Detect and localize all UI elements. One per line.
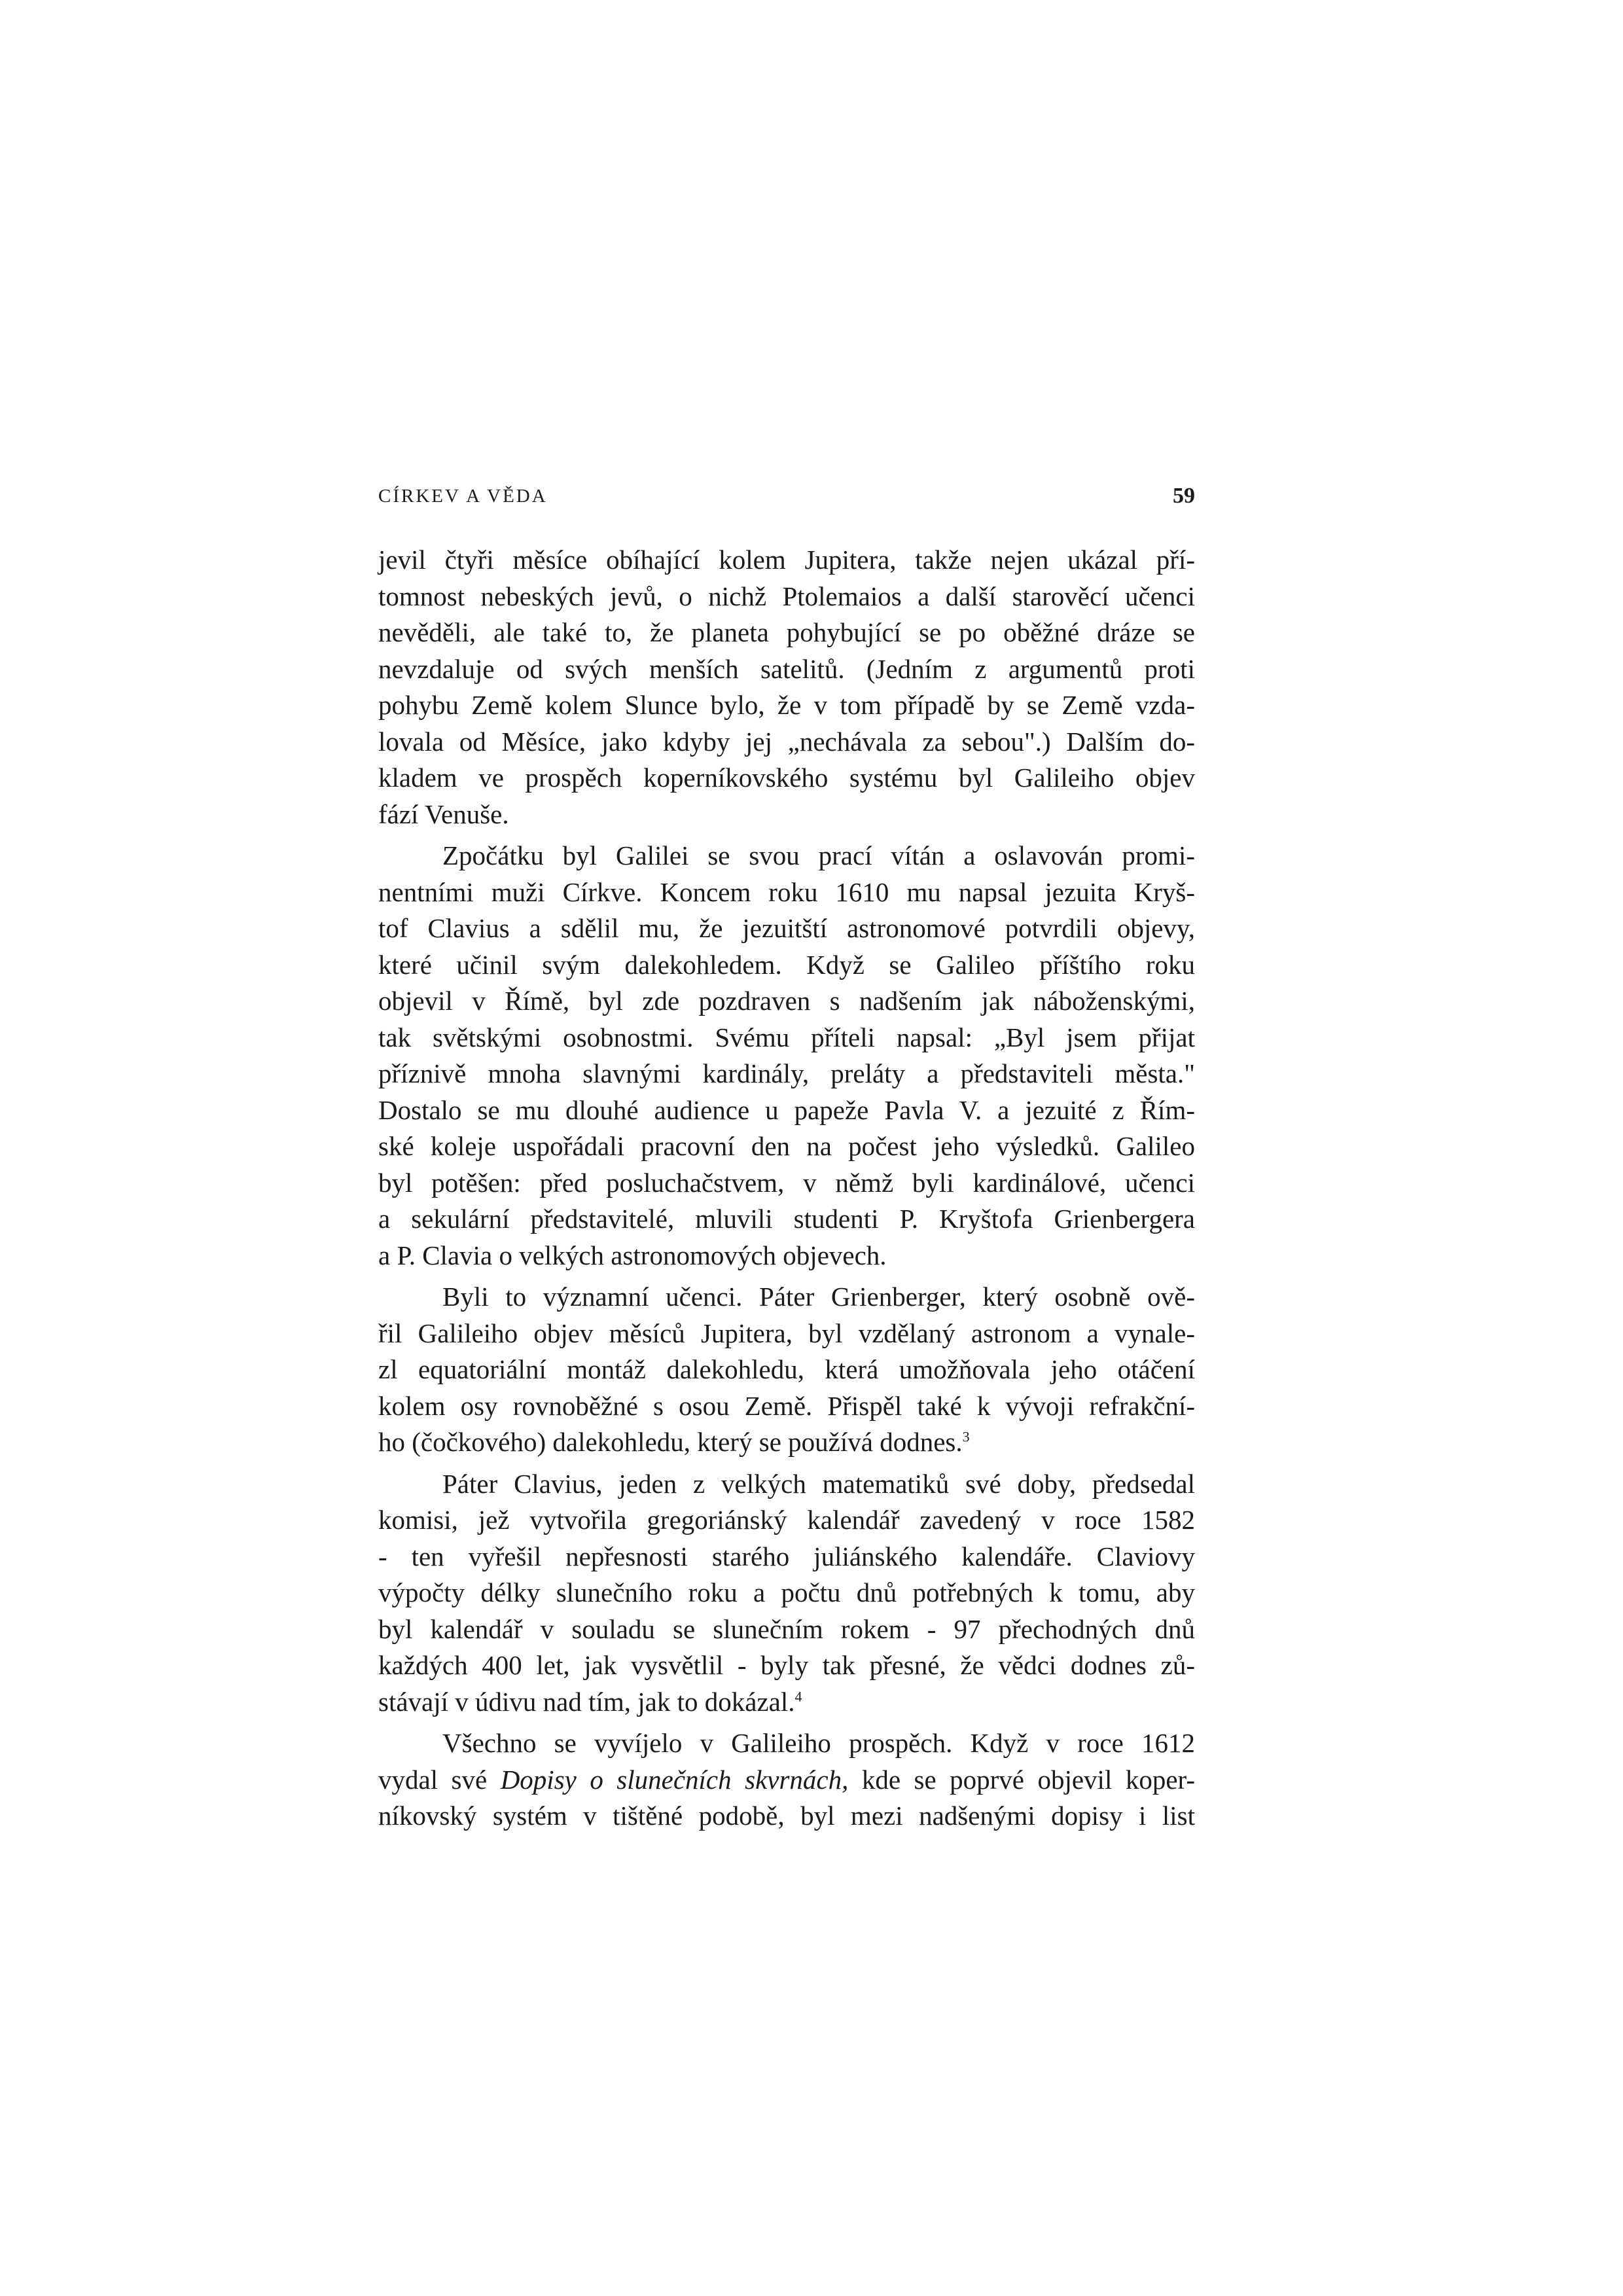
line-text: kladem ve prospěch koperníkovského systému byl Galileiho objev xyxy=(378,762,1195,793)
line-text: objevil v Římě, byl zde pozdraven s nadšením jak náboženskými, xyxy=(378,986,1195,1016)
line-text: tof Clavius a sdělil mu, že jezuitští astronomové potvrdili objevy, xyxy=(378,913,1195,943)
text-line xyxy=(378,1238,1195,1274)
text-line xyxy=(378,1128,1195,1165)
line-text: nevěděli, ale také to, že planeta pohybující se po oběžné dráze se xyxy=(378,617,1195,647)
footnote-reference[interactable]: 4 xyxy=(794,1687,802,1704)
line-text: byl kalendář v souladu se slunečním rokem - 97 přechodných dnů xyxy=(378,1613,1195,1644)
body-text xyxy=(378,542,1195,1840)
text-line xyxy=(378,1388,1195,1425)
text-line xyxy=(378,687,1195,724)
text-line xyxy=(378,651,1195,688)
text-line xyxy=(378,1762,1195,1799)
line-text: výpočty délky slunečního roku a počtu dnů potřebných k tomu, aby xyxy=(378,1577,1195,1607)
line-text: Zpočátku byl Galilei se svou prací vítán a oslavován promi- xyxy=(442,840,1195,870)
line-text: Byli to významní učenci. Páter Grienberger, který osobně ově- xyxy=(442,1282,1195,1312)
line-text: a P. Clavia o velkých astronomových objevech. xyxy=(378,1240,887,1270)
text-line xyxy=(378,615,1195,651)
line-text: nentními muži Církve. Koncem roku 1610 mu napsal jezuita Kryš- xyxy=(378,876,1195,907)
paragraph xyxy=(378,542,1195,833)
text-line xyxy=(378,838,1195,874)
text-line xyxy=(378,1611,1195,1648)
running-header xyxy=(378,476,1195,516)
line-text: Dostalo se mu dlouhé audience u papeže Pavla V. a jezuité z Řím- xyxy=(378,1094,1195,1125)
text-line xyxy=(378,1725,1195,1762)
line-text: každých 400 let, jak vysvětlil - byly tak přesné, že vědci dodnes zů- xyxy=(378,1650,1195,1680)
paragraph xyxy=(378,1725,1195,1835)
line-text: Všechno se vyvíjelo v Galileiho prospěch. Když v roce 1612 xyxy=(442,1728,1195,1758)
text-line xyxy=(378,1424,1195,1461)
page-number: 59 xyxy=(1173,484,1195,508)
line-text: níkovský systém v tištěné podobě, byl mezi nadšenými dopisy i list xyxy=(378,1801,1195,1831)
text-line xyxy=(378,1684,1195,1721)
text-line xyxy=(378,947,1195,984)
line-text: které učinil svým dalekohledem. Když se Galileo příštího roku xyxy=(378,949,1195,980)
text-line xyxy=(378,910,1195,947)
line-text: fází Venuše. xyxy=(378,798,509,829)
line-text: tomnost nebeských jevů, o nichž Ptolemaios a další starověcí učenci xyxy=(378,581,1195,611)
text-line xyxy=(378,1647,1195,1684)
line-text: kolem osy rovnoběžné s osou Země. Přispěl také k vývoji refrakční- xyxy=(378,1390,1195,1421)
text-line xyxy=(378,797,1195,833)
text-line xyxy=(378,1020,1195,1056)
text-line xyxy=(378,542,1195,579)
text-line xyxy=(378,1056,1195,1092)
text-line xyxy=(378,1466,1195,1503)
text-line xyxy=(378,874,1195,911)
line-text: vydal své xyxy=(378,1764,501,1795)
running-title: CÍRKEV A VĚDA xyxy=(378,486,548,507)
text-line xyxy=(378,1502,1195,1539)
text-line xyxy=(378,1798,1195,1835)
text-line xyxy=(378,724,1195,761)
line-text: stávají v údivu nad tím, jak to dokázal. xyxy=(378,1686,795,1717)
text-line xyxy=(378,983,1195,1020)
text-line xyxy=(378,579,1195,615)
text-line xyxy=(378,1092,1195,1129)
text-line xyxy=(378,1165,1195,1202)
line-text: pohybu Země kolem Slunce bylo, že v tom případě by se Země vzda- xyxy=(378,690,1195,720)
line-text: příznivě mnoha slavnými kardinály, preláty a představiteli města." xyxy=(378,1058,1195,1088)
text-line xyxy=(378,1539,1195,1575)
paragraph xyxy=(378,838,1195,1274)
line-text: ské koleje uspořádali pracovní den na počest jeho výsledků. Galileo xyxy=(378,1131,1195,1161)
footnote-reference[interactable]: 3 xyxy=(962,1428,970,1445)
text-line xyxy=(378,1352,1195,1388)
text-line xyxy=(378,1201,1195,1238)
paragraph xyxy=(378,1279,1195,1461)
line-text: komisi, jež vytvořila gregoriánský kalendář zavedený v roce 1582 xyxy=(378,1505,1195,1535)
line-text: lovala od Měsíce, jako kdyby jej „nechávala za sebou".) Dalším do- xyxy=(378,726,1195,757)
line-text: nevzdaluje od svých menších satelitů. (Jedním z argumentů proti xyxy=(378,653,1195,684)
line-text: a sekulární představitelé, mluvili studenti P. Kryštofa Grienbergera xyxy=(378,1204,1195,1234)
line-text: jevil čtyři měsíce obíhající kolem Jupitera, takže nejen ukázal pří- xyxy=(378,545,1195,575)
line-text: ho (čočkového) dalekohledu, který se používá dodnes. xyxy=(378,1427,963,1457)
text-line xyxy=(378,760,1195,797)
line-text: - ten vyřešil nepřesnosti starého juliánského kalendáře. Claviovy xyxy=(378,1541,1195,1571)
book-title: Dopisy o slunečních skvrnách, xyxy=(500,1764,849,1795)
text-line xyxy=(378,1575,1195,1611)
text-line xyxy=(378,1279,1195,1316)
line-text: kde se poprvé objevil koper- xyxy=(848,1764,1195,1795)
paragraph xyxy=(378,1466,1195,1721)
line-text: Páter Clavius, jeden z velkých matematiků své doby, předsedal xyxy=(442,1468,1195,1499)
line-text: zl equatoriální montáž dalekohledu, která umožňovala jeho otáčení xyxy=(378,1354,1195,1384)
line-text: řil Galileiho objev měsíců Jupitera, byl vzdělaný astronom a vynale- xyxy=(378,1318,1195,1348)
line-text: tak světskými osobnostmi. Svému příteli napsal: „Byl jsem přijat xyxy=(378,1022,1195,1052)
text-line xyxy=(378,1316,1195,1352)
line-text: byl potěšen: před posluchačstvem, v němž byli kardinálové, učenci xyxy=(378,1167,1195,1198)
